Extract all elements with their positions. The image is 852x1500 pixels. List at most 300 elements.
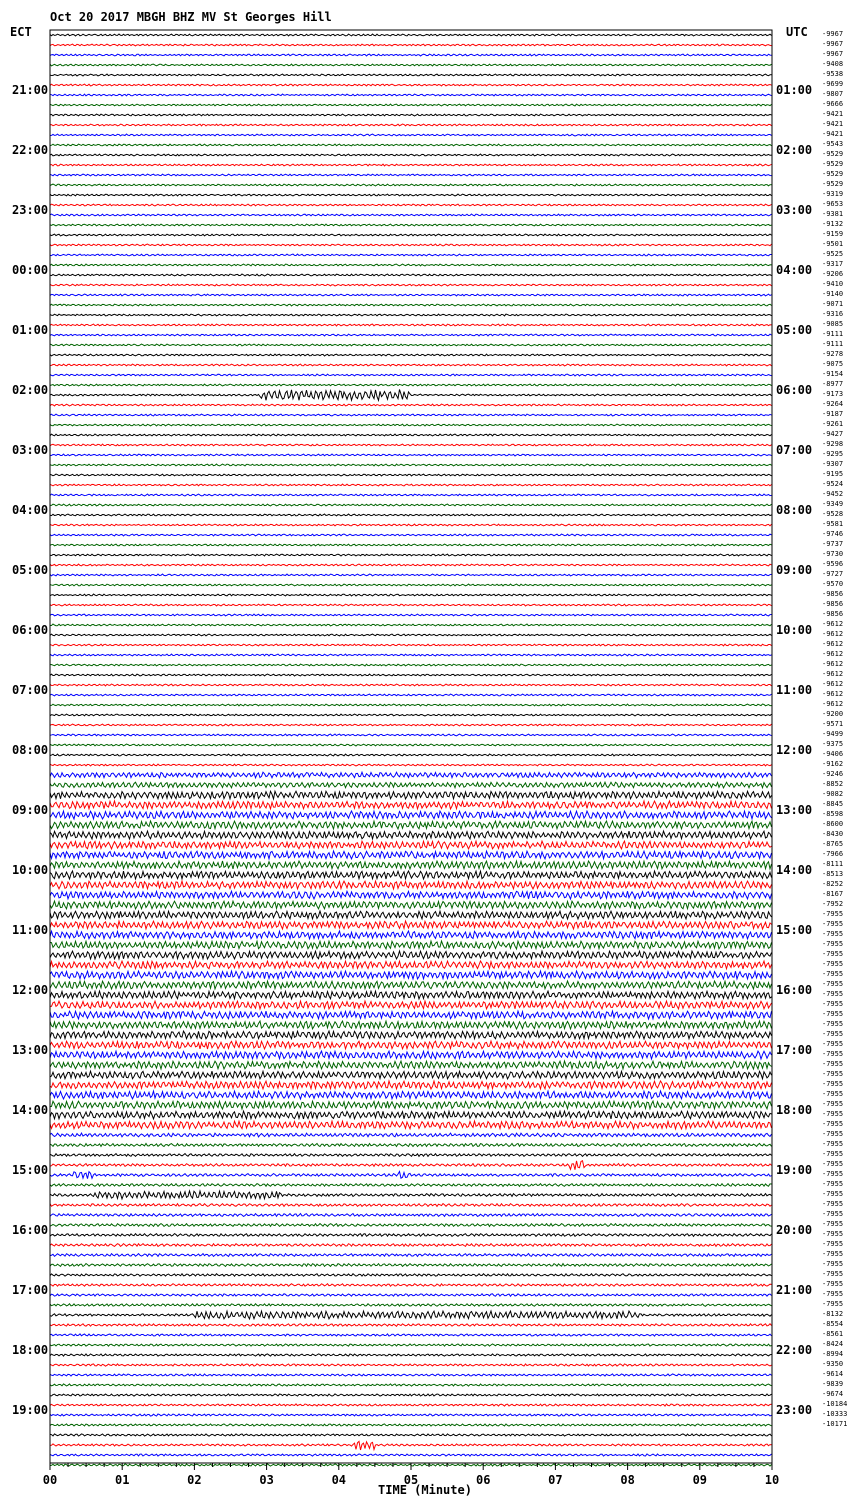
left-hour-label: 08:00 (12, 743, 49, 757)
trace-value-label: -9967 (822, 40, 844, 48)
right-hour-label: 03:00 (776, 203, 813, 217)
trace-value-label: -9375 (822, 740, 844, 748)
left-hour-label: 19:00 (12, 1403, 49, 1417)
right-hour-labels (776, 83, 812, 1417)
right-hour-label: 19:00 (776, 1163, 813, 1177)
seismic-trace (50, 334, 772, 336)
seismic-trace (50, 594, 772, 596)
trace-value-label: -9807 (822, 90, 844, 98)
trace-value-label: -9856 (822, 600, 844, 608)
seismic-trace (50, 654, 772, 656)
left-hour-label: 03:00 (12, 443, 49, 457)
seismic-trace (50, 1191, 772, 1199)
seismic-trace (50, 1304, 772, 1307)
seismic-trace (50, 494, 772, 496)
trace-value-label: -7955 (822, 930, 844, 938)
trace-value-label: -9653 (822, 200, 844, 208)
trace-value-label: -9111 (822, 340, 844, 348)
seismic-trace (50, 1161, 772, 1170)
seismic-trace (50, 614, 772, 616)
seismic-trace (50, 544, 772, 546)
trace-value-label: -7955 (822, 1120, 844, 1128)
seismic-trace (50, 624, 772, 626)
seismic-trace (50, 1424, 772, 1426)
seismic-trace (50, 104, 772, 106)
seismic-trace (50, 284, 772, 286)
trace-value-label: -9543 (822, 140, 844, 148)
trace-value-label: -7952 (822, 900, 844, 908)
trace-value-label: -9529 (822, 150, 844, 158)
seismic-trace (50, 1441, 772, 1450)
seismic-trace (50, 1041, 772, 1049)
seismic-trace (50, 871, 772, 879)
trace-value-label: -9499 (822, 730, 844, 738)
seismic-trace (50, 84, 772, 86)
seismic-trace (50, 772, 772, 778)
seismic-trace (50, 1101, 772, 1109)
left-hour-label: 16:00 (12, 1223, 49, 1237)
trace-value-label: -7955 (822, 1150, 844, 1158)
seismic-trace (50, 931, 772, 939)
trace-value-label: -9187 (822, 410, 844, 418)
trace-value-label: -8167 (822, 890, 844, 898)
seismic-trace (50, 34, 772, 36)
seismic-trace (50, 1311, 772, 1319)
seismic-trace (50, 390, 772, 401)
seismic-trace (50, 604, 772, 606)
trace-value-label: -7955 (822, 1250, 844, 1258)
trace-value-label: -9612 (822, 680, 844, 688)
seismic-trace (50, 841, 772, 849)
x-tick-label: 10 (764, 1473, 780, 1487)
trace-value-label: -8765 (822, 840, 844, 848)
seismic-trace (50, 664, 772, 666)
seismic-trace (50, 214, 772, 216)
trace-value-label: -7955 (822, 1270, 844, 1278)
trace-value-label: -9570 (822, 580, 844, 588)
seismic-trace (50, 881, 772, 889)
trace-value-label: -9111 (822, 330, 844, 338)
seismic-trace (50, 1384, 772, 1386)
trace-value-label: -9307 (822, 460, 844, 468)
trace-value-label: -9452 (822, 490, 844, 498)
seismic-trace (50, 1274, 772, 1277)
trace-value-label: -7955 (822, 1080, 844, 1088)
seismic-trace (50, 1091, 772, 1099)
left-hour-label: 06:00 (12, 623, 49, 637)
right-hour-label: 23:00 (776, 1403, 813, 1417)
trace-value-label: -9612 (822, 620, 844, 628)
seismic-trace (50, 1001, 772, 1009)
seismic-trace (50, 1071, 772, 1079)
trace-value-label: -9421 (822, 110, 844, 118)
trace-value-label: -7955 (822, 1220, 844, 1228)
seismic-trace (50, 504, 772, 506)
seismic-trace (50, 1133, 772, 1137)
x-tick-label: 03 (259, 1473, 274, 1487)
left-hour-label: 18:00 (12, 1343, 49, 1357)
seismic-trace (50, 154, 772, 156)
seismic-trace (50, 144, 772, 146)
trace-value-label: -8561 (822, 1330, 844, 1338)
seismic-trace (50, 94, 772, 96)
trace-value-label: -9410 (822, 280, 844, 288)
trace-value-label: -9571 (822, 720, 844, 728)
left-hour-label: 17:00 (12, 1283, 49, 1297)
trace-value-label: -9596 (822, 560, 844, 568)
trace-value-label: -7955 (822, 1060, 844, 1068)
seismic-trace (50, 264, 772, 266)
trace-value-label: -9612 (822, 690, 844, 698)
left-hour-label: 15:00 (12, 1163, 49, 1177)
right-hour-label: 11:00 (776, 683, 813, 697)
trace-value-label: -9075 (822, 360, 844, 368)
trace-value-label: -7955 (822, 1030, 844, 1038)
trace-value-label: -7955 (822, 1010, 844, 1018)
right-hour-label: 08:00 (776, 503, 813, 517)
seismic-trace (50, 801, 772, 809)
trace-value-label: -8977 (822, 380, 844, 388)
seismic-trace (50, 274, 772, 276)
seismic-trace (50, 1031, 772, 1039)
trace-value-label: -9730 (822, 550, 844, 558)
trace-value-label: -9727 (822, 570, 844, 578)
seismic-trace (50, 674, 772, 676)
seismic-trace (50, 574, 772, 576)
seismic-trace (50, 694, 772, 696)
seismic-trace (50, 44, 772, 46)
seismic-trace (50, 1021, 772, 1029)
trace-value-label: -9427 (822, 430, 844, 438)
trace-value-label: -7955 (822, 1000, 844, 1008)
seismic-trace (50, 1081, 772, 1089)
trace-value-label: -7955 (822, 950, 844, 958)
trace-value-label: -7955 (822, 1170, 844, 1178)
trace-value-label: -7955 (822, 980, 844, 988)
trace-value-label: -8994 (822, 1350, 844, 1358)
seismic-trace (50, 991, 772, 999)
seismic-trace (50, 901, 772, 909)
seismic-trace (50, 374, 772, 376)
trace-value-label: -9246 (822, 770, 844, 778)
right-hour-label: 17:00 (776, 1043, 813, 1057)
right-hour-label: 12:00 (776, 743, 813, 757)
right-hour-label: 10:00 (776, 623, 813, 637)
seismic-trace (50, 294, 772, 296)
trace-value-label: -9746 (822, 530, 844, 538)
right-hour-label: 09:00 (776, 563, 813, 577)
chart-title: Oct 20 2017 MBGH BHZ MV St Georges Hill (50, 10, 332, 24)
seismic-trace (50, 1294, 772, 1296)
right-hour-label: 20:00 (776, 1223, 813, 1237)
trace-value-label: -9298 (822, 440, 844, 448)
seismic-trace (50, 54, 772, 56)
seismic-trace (50, 831, 772, 839)
left-hour-label: 01:00 (12, 323, 49, 337)
seismic-trace (50, 484, 772, 486)
seismic-trace (50, 921, 772, 929)
trace-value-label: -7955 (822, 970, 844, 978)
seismic-trace (50, 134, 772, 136)
left-hour-label: 11:00 (12, 923, 49, 937)
seismic-trace (50, 584, 772, 586)
trace-value-label: -7955 (822, 1240, 844, 1248)
trace-value-label: -9162 (822, 760, 844, 768)
trace-value-label: -9295 (822, 450, 844, 458)
trace-value-label: -9408 (822, 60, 844, 68)
seismic-trace (50, 704, 772, 706)
right-timezone-label: UTC (786, 25, 808, 39)
seismic-trace (50, 1434, 772, 1436)
right-hour-label: 14:00 (776, 863, 813, 877)
seismic-trace (50, 1214, 772, 1217)
seismic-trace (50, 524, 772, 526)
seismic-trace (50, 1234, 772, 1237)
seismic-trace (50, 1061, 772, 1069)
seismic-trace (50, 254, 772, 256)
right-hour-label: 07:00 (776, 443, 813, 457)
trace-value-label: -9699 (822, 80, 844, 88)
trace-value-label: -9529 (822, 170, 844, 178)
trace-value-label: -7955 (822, 1110, 844, 1118)
trace-value-label: -10333 (822, 1410, 848, 1418)
trace-value-label: -9140 (822, 290, 844, 298)
left-hour-label: 23:00 (12, 203, 49, 217)
x-axis-label: TIME (Minute) (378, 1483, 472, 1497)
trace-value-label: -9612 (822, 660, 844, 668)
trace-value-label: -7955 (822, 1070, 844, 1078)
trace-value-label: -7955 (822, 1280, 844, 1288)
trace-value-label: -7955 (822, 1190, 844, 1198)
right-hour-label: 13:00 (776, 803, 813, 817)
seismic-trace (50, 404, 772, 406)
trace-value-label: -8600 (822, 820, 844, 828)
trace-value-label: -7955 (822, 1180, 844, 1188)
trace-value-label: -7955 (822, 1260, 844, 1268)
right-hour-label: 18:00 (776, 1103, 813, 1117)
left-hour-label: 09:00 (12, 803, 49, 817)
trace-value-label: -9159 (822, 230, 844, 238)
right-hour-label: 02:00 (776, 143, 813, 157)
seismic-trace (50, 861, 772, 869)
trace-value-label: -9737 (822, 540, 844, 548)
trace-value-label: -9132 (822, 220, 844, 228)
seismic-trace (50, 1254, 772, 1257)
seismic-trace (50, 424, 772, 426)
trace-value-label: -9674 (822, 1390, 844, 1398)
seismic-trace (50, 634, 772, 636)
seismic-trace (50, 1394, 772, 1396)
seismic-trace (50, 744, 772, 746)
trace-value-label: -9206 (822, 270, 844, 278)
trace-value-label: -8430 (822, 830, 844, 838)
trace-value-label: -9581 (822, 520, 844, 528)
seismic-trace (50, 114, 772, 116)
trace-value-label: -9264 (822, 400, 844, 408)
seismic-trace (50, 124, 772, 126)
seismic-trace (50, 474, 772, 476)
x-tick-label: 04 (331, 1473, 347, 1487)
seismic-trace (50, 951, 772, 959)
trace-value-label: -9856 (822, 590, 844, 598)
seismic-trace (50, 811, 772, 819)
trace-value-label: -9381 (822, 210, 844, 218)
trace-value-label: -9421 (822, 120, 844, 128)
trace-value-label: -7955 (822, 1020, 844, 1028)
seismic-trace (50, 941, 772, 949)
trace-value-label: -9666 (822, 100, 844, 108)
seismic-trace (50, 554, 772, 556)
trace-value-label: -9316 (822, 310, 844, 318)
seismic-trace (50, 1344, 772, 1346)
left-hour-label: 04:00 (12, 503, 49, 517)
trace-value-label: -9856 (822, 610, 844, 618)
trace-value-label: -8554 (822, 1320, 844, 1328)
seismic-trace (50, 1244, 772, 1247)
left-hour-label: 14:00 (12, 1103, 49, 1117)
seismic-trace (50, 514, 772, 516)
seismic-trace (50, 644, 772, 646)
trace-value-label: -7955 (822, 1290, 844, 1298)
seismic-trace (50, 1121, 772, 1129)
trace-value-labels (822, 30, 847, 1428)
seismic-trace (50, 684, 772, 686)
seismic-trace (50, 414, 772, 416)
left-hour-label: 05:00 (12, 563, 49, 577)
seismic-trace (50, 174, 772, 176)
trace-value-label: -7955 (822, 1230, 844, 1238)
seismic-trace (50, 1172, 772, 1179)
seismic-trace (50, 911, 772, 919)
trace-value-label: -7955 (822, 1040, 844, 1048)
seismic-trace (50, 344, 772, 346)
seismic-trace (50, 821, 772, 829)
trace-value-label: -10171 (822, 1420, 848, 1428)
left-hour-label: 10:00 (12, 863, 49, 877)
trace-value-label: -7955 (822, 940, 844, 948)
trace-value-label: -9538 (822, 70, 844, 78)
trace-value-label: -9612 (822, 640, 844, 648)
trace-value-label: -9612 (822, 700, 844, 708)
left-hour-label: 00:00 (12, 263, 49, 277)
trace-value-label: -9839 (822, 1380, 844, 1388)
seismic-trace (50, 1264, 772, 1267)
trace-value-label: -7955 (822, 1160, 844, 1168)
trace-value-label: -9524 (822, 480, 844, 488)
seismic-trace (50, 1374, 772, 1376)
x-tick-label: 08 (620, 1473, 635, 1487)
left-timezone-label: ECT (10, 25, 32, 39)
seismic-trace (50, 454, 772, 456)
right-hour-label: 05:00 (776, 323, 813, 337)
trace-value-label: -7955 (822, 1050, 844, 1058)
seismic-trace (50, 1354, 772, 1356)
trace-value-label: -8111 (822, 860, 844, 868)
seismic-trace (50, 1454, 772, 1456)
x-tick-label: 09 (692, 1473, 708, 1487)
left-hour-label: 21:00 (12, 83, 49, 97)
x-tick-label: 07 (548, 1473, 563, 1487)
seismic-trace (50, 534, 772, 536)
left-hour-label: 12:00 (12, 983, 49, 997)
trace-value-label: -9967 (822, 50, 844, 58)
trace-value-label: -8852 (822, 780, 844, 788)
seismic-trace (50, 891, 772, 899)
trace-value-label: -8424 (822, 1340, 844, 1348)
seismic-trace (50, 244, 772, 246)
seismic-trace (50, 1143, 772, 1146)
trace-value-label: -9612 (822, 650, 844, 658)
seismic-trace (50, 324, 772, 326)
seismic-trace (50, 1224, 772, 1227)
seismic-trace (50, 194, 772, 196)
trace-value-label: -9967 (822, 30, 844, 38)
seismic-trace (50, 364, 772, 366)
seismic-trace (50, 224, 772, 226)
trace-value-label: -9501 (822, 240, 844, 248)
trace-group (50, 34, 772, 1466)
trace-value-label: -7955 (822, 1130, 844, 1138)
seismic-trace (50, 234, 772, 236)
trace-value-label: -7955 (822, 920, 844, 928)
trace-value-label: -8845 (822, 800, 844, 808)
x-tick-label: 05 (403, 1473, 419, 1487)
trace-value-label: -9529 (822, 180, 844, 188)
left-hour-label: 22:00 (12, 143, 49, 157)
trace-value-label: -9261 (822, 420, 844, 428)
seismic-trace (50, 384, 772, 386)
trace-value-label: -9612 (822, 630, 844, 638)
left-hour-labels (12, 83, 48, 1417)
seismic-trace (50, 764, 772, 766)
left-hour-label: 02:00 (12, 383, 49, 397)
seismic-trace (50, 184, 772, 186)
seismic-trace (50, 1154, 772, 1157)
right-hour-label: 01:00 (776, 83, 813, 97)
trace-value-label: -7955 (822, 910, 844, 918)
trace-value-label: -7955 (822, 1210, 844, 1218)
trace-value-label: -7955 (822, 1200, 844, 1208)
trace-value-label: -8132 (822, 1310, 844, 1318)
trace-value-label: -9200 (822, 710, 844, 718)
seismic-trace (50, 464, 772, 466)
seismic-trace (50, 304, 772, 306)
trace-value-label: -7955 (822, 960, 844, 968)
trace-value-label: -10184 (822, 1400, 848, 1408)
trace-value-label: -7955 (822, 1300, 844, 1308)
right-hour-label: 06:00 (776, 383, 813, 397)
right-hour-label: 04:00 (776, 263, 813, 277)
x-tick-label: 02 (187, 1473, 202, 1487)
trace-value-label: -9614 (822, 1370, 844, 1378)
seismic-trace (50, 74, 772, 76)
x-tick-label: 06 (475, 1473, 491, 1487)
seismic-trace (50, 1284, 772, 1287)
trace-value-label: -8598 (822, 810, 844, 818)
seismic-trace (50, 1324, 772, 1326)
seismic-trace (50, 204, 772, 206)
seismic-trace (50, 1184, 772, 1187)
trace-value-label: -9350 (822, 1360, 844, 1368)
seismic-trace (50, 354, 772, 356)
seismic-trace (50, 724, 772, 726)
seismic-trace (50, 1404, 772, 1406)
trace-value-label: -9421 (822, 130, 844, 138)
trace-value-label: -9278 (822, 350, 844, 358)
left-hour-label: 13:00 (12, 1043, 49, 1057)
right-hour-label: 16:00 (776, 983, 813, 997)
seismic-trace (50, 714, 772, 716)
